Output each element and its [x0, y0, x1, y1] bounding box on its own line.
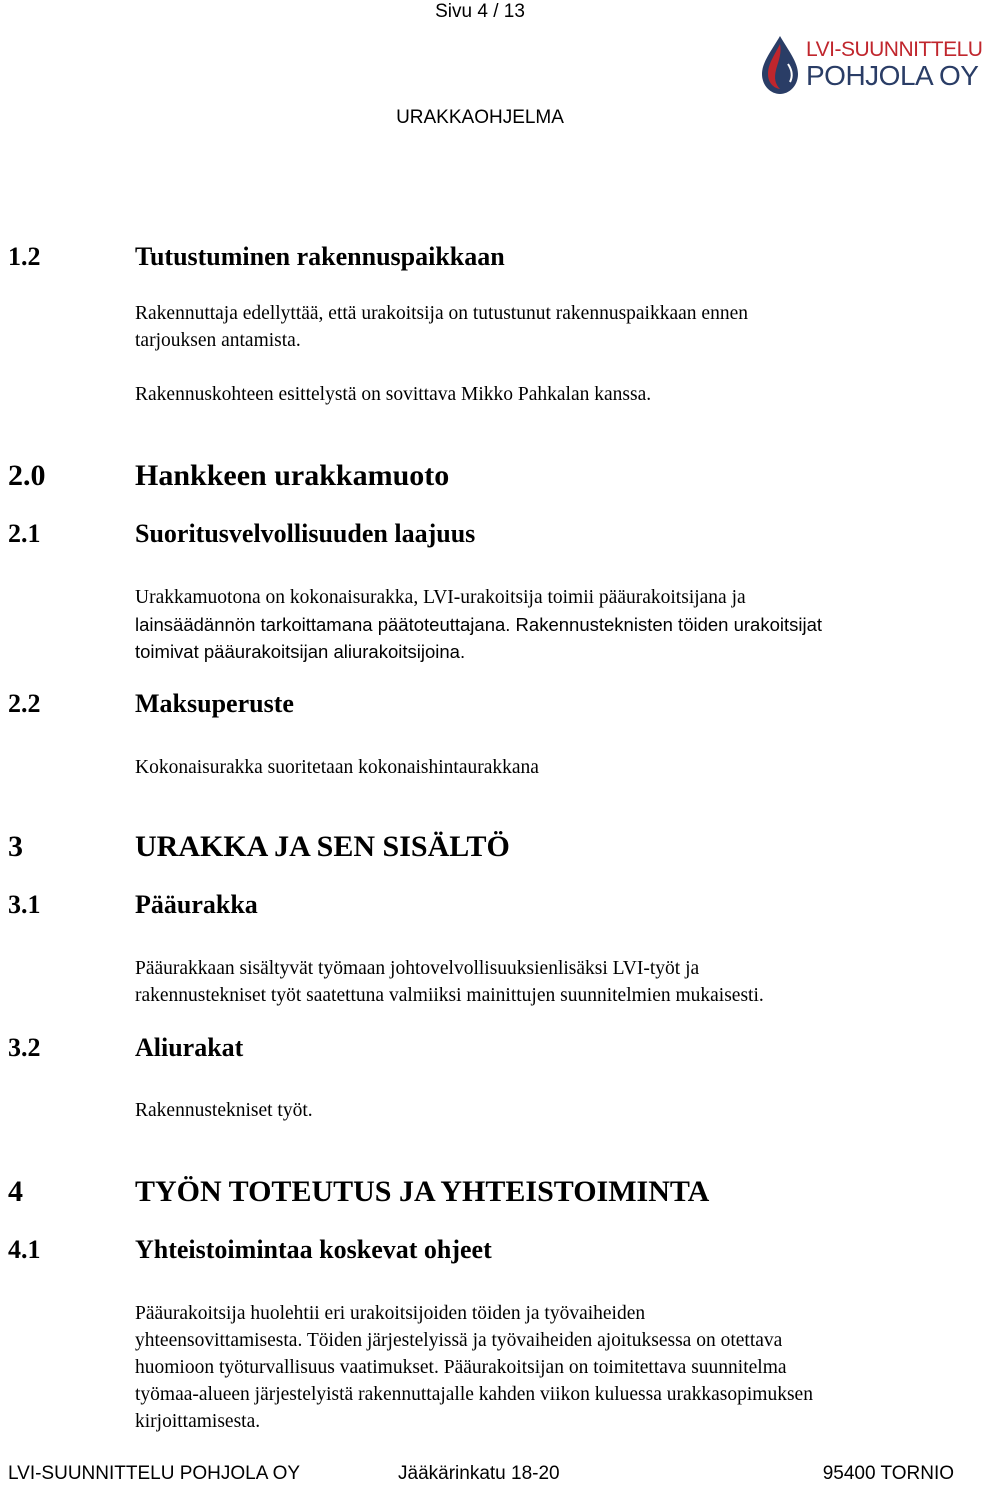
paragraph-line: Rakennuttaja edellyttää, että urakoitsija on tutustunut rakennuspaikkaan ennen: [135, 303, 748, 324]
section-number: 2.0: [8, 459, 46, 492]
paragraph-line: toimivat pääurakoitsijan aliurakoitsijoina.: [135, 641, 466, 662]
section-title: Yhteistoimintaa koskevat ohjeet: [135, 1235, 492, 1264]
footer-postal: 95400 TORNIO: [822, 1463, 954, 1484]
logo-text-line2: POHJOLA OY: [806, 60, 979, 91]
section-title: Aliurakat: [135, 1033, 244, 1062]
paragraph-line: Urakkamuotona on kokonaisurakka, LVI-urakoitsija toimii pääurakoitsijana ja: [135, 587, 746, 608]
chapter-title: URAKKA JA SEN SISÄLTÖ: [135, 830, 510, 863]
paragraph-line: Rakennustekniset työt.: [135, 1100, 313, 1121]
section-number: 4.1: [8, 1235, 41, 1264]
company-logo: [756, 30, 982, 100]
section-title: Tutustuminen rakennuspaikkaan: [135, 242, 505, 271]
paragraph-line: tarjouksen antamista.: [135, 330, 301, 351]
section-title: Pääurakka: [135, 890, 258, 919]
document-title: URAKKAOHJELMA: [396, 107, 564, 128]
paragraph-line: Rakennuskohteen esittelystä on sovittava Mikko Pahkalan kanssa.: [135, 384, 652, 405]
paragraph-line: kirjoittamisesta.: [135, 1411, 261, 1432]
paragraph-line: Pääurakkaan sisältyvät työmaan johtovelvollisuuksienlisäksi LVI-työt ja: [135, 958, 700, 979]
logo-text-line1: LVI-SUUNNITTELU: [806, 38, 982, 61]
section-title: Maksuperuste: [135, 689, 294, 718]
paragraph-segment: Rakennusteknisten töiden urakoitsijat: [510, 614, 823, 635]
section-number: 2.2: [8, 689, 41, 718]
water-drop-icon: [758, 34, 802, 96]
section-number: 3.2: [8, 1033, 41, 1062]
section-number: 1.2: [8, 242, 41, 271]
paragraph-line: [135, 611, 822, 639]
paragraph-segment: lainsäädännön tarkoittamana päätoteuttajana.: [135, 614, 511, 635]
paragraph-line: Pääurakoitsija huolehtii eri urakoitsijoiden töiden ja työvaiheiden: [135, 1303, 646, 1324]
paragraph-line: yhteensovittamisesta. Töiden järjestelyissä ja työvaiheiden ajoituksessa on otettava: [135, 1330, 783, 1351]
section-number: 3.1: [8, 890, 41, 919]
chapter-number: 3: [8, 830, 23, 863]
page-number: Sivu 4 / 13: [435, 1, 525, 22]
paragraph-line: Kokonaisurakka suoritetaan kokonaishintaurakkana: [135, 757, 539, 778]
paragraph-line: rakennustekniset työt saatettuna valmiiksi mainittujen suunnitelmien mukaisesti.: [135, 985, 764, 1006]
footer-address: Jääkärinkatu 18-20: [398, 1463, 560, 1484]
section-title: Hankkeen urakkamuoto: [135, 459, 450, 492]
chapter-number: 4: [8, 1175, 23, 1208]
section-title: Suoritusvelvollisuuden laajuus: [135, 519, 476, 548]
paragraph-line: huomioon työturvallisuus vaatimukset. Pääurakoitsijan on toimitettava suunnitelma: [135, 1357, 787, 1378]
footer-company: LVI-SUUNNITTELU POHJOLA OY: [8, 1463, 301, 1484]
chapter-title: TYÖN TOTEUTUS JA YHTEISTOIMINTA: [135, 1175, 710, 1208]
paragraph-line: työmaa-alueen järjestelyistä rakennuttajalle kahden viikon kuluessa urakkasopimuksen: [135, 1384, 813, 1405]
section-number: 2.1: [8, 519, 41, 548]
